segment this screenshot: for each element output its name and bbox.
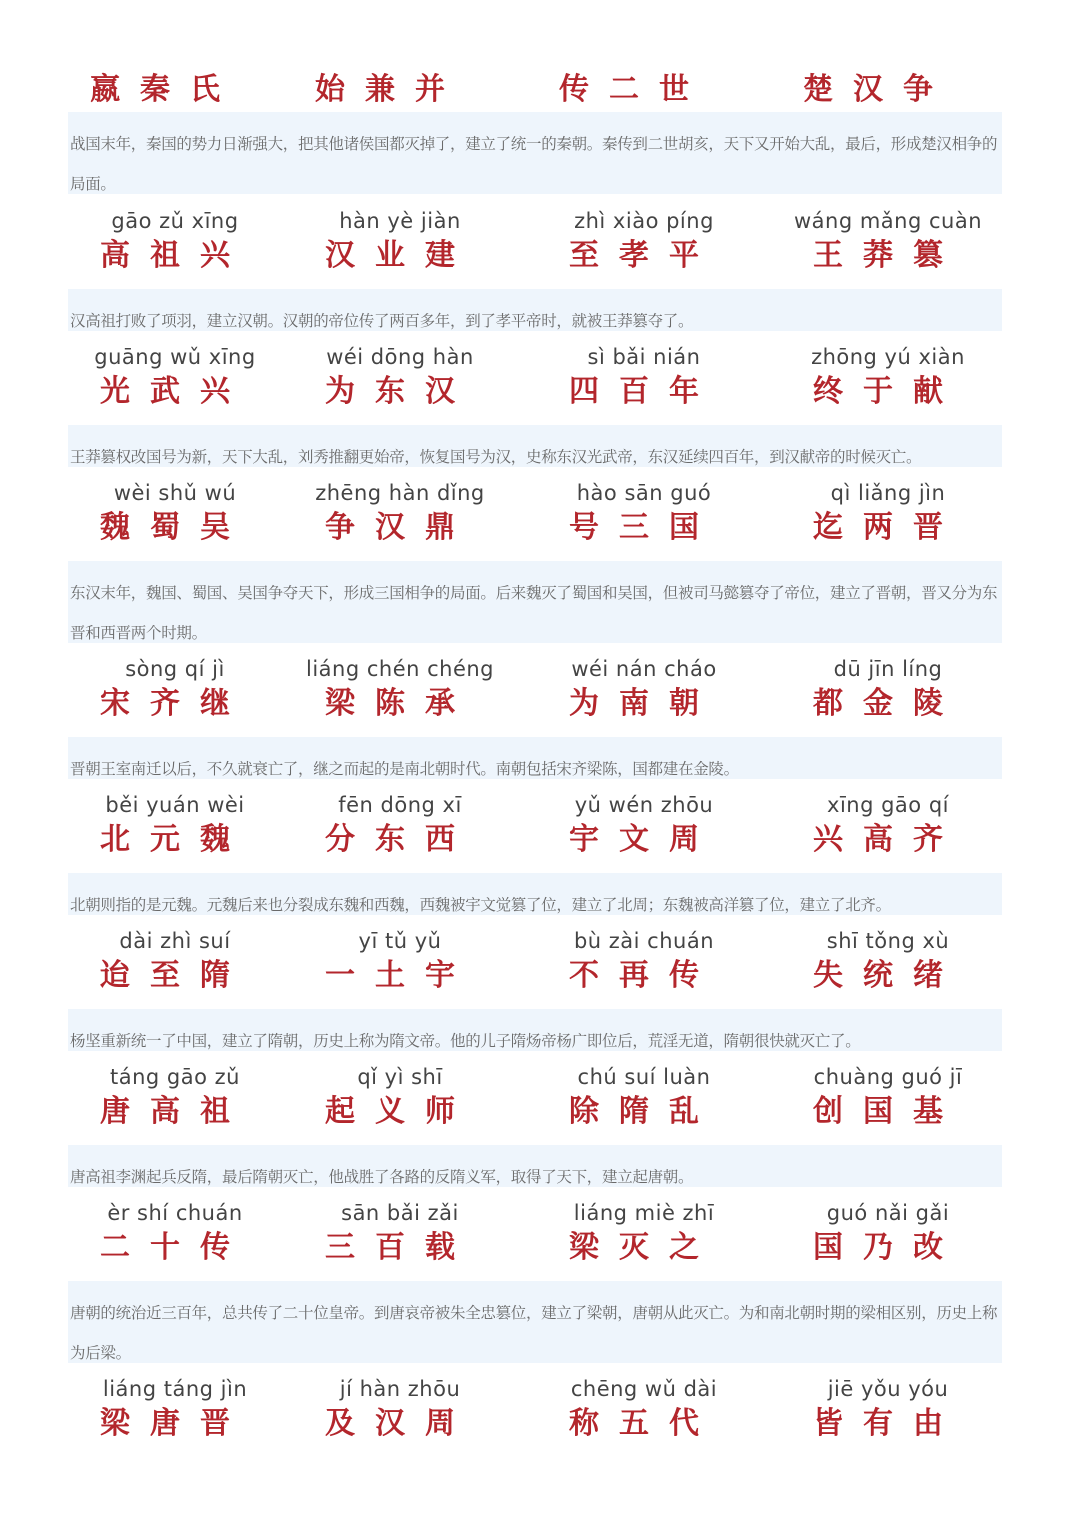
verse-cell — [55, 790, 295, 860]
pinyin-line: wéi dōng hàn — [326, 345, 474, 369]
pinyin-line: zhì xiào píng — [574, 209, 714, 233]
explanation-note: 唐朝的统治近三百年，总共传了二十位皇帝。到唐哀帝被朱全忠篡位，建立了梁朝，唐朝从此灭亡。为和南北朝时期的梁相区别，历史上称为后梁。 — [68, 1281, 1002, 1363]
hanzi-line: 高祖兴 — [100, 238, 250, 273]
pinyin-line: yī tǔ yǔ — [358, 929, 442, 953]
hanzi-line: 不再传 — [569, 958, 719, 993]
pinyin-line: qǐ yì shī — [357, 1065, 443, 1089]
pinyin-line: dū jīn líng — [833, 657, 943, 681]
hanzi-line: 都金陵 — [813, 686, 963, 721]
explanation-note: 杨坚重新统一了中国，建立了隋朝，历史上称为隋文帝。他的儿子隋炀帝杨广即位后，荒淫无道，隋朝很快就灭亡了。 — [68, 1009, 1002, 1051]
verse-cell — [280, 342, 520, 412]
pinyin-line: chuàng guó jī — [813, 1065, 963, 1089]
pinyin-line: táng gāo zǔ — [110, 1065, 240, 1089]
verse-cell — [280, 1198, 520, 1268]
pinyin-line: gāo zǔ xīng — [111, 209, 239, 233]
pinyin-line: èr shí chuán — [107, 1201, 243, 1225]
pinyin-line: sì bǎi nián — [587, 345, 701, 369]
verse-cell — [55, 342, 295, 412]
pinyin-line: liáng táng jìn — [102, 1377, 248, 1401]
verse-cell — [768, 926, 1008, 996]
hanzi-line: 创国基 — [813, 1094, 963, 1129]
verse-cell — [524, 654, 764, 724]
hanzi-line: 迄两晋 — [813, 510, 963, 545]
hanzi-line: 光武兴 — [100, 374, 250, 409]
hanzi-line: 北元魏 — [100, 822, 250, 857]
hanzi-line: 至孝平 — [569, 238, 719, 273]
pinyin-line: jiē yǒu yóu — [827, 1377, 949, 1401]
explanation-note: 北朝则指的是元魏。元魏后来也分裂成东魏和西魏，西魏被宇文觉篡了位，建立了北周；东魏被高洋篡了位，建立了北齐。 — [68, 873, 1002, 915]
hanzi-line: 号三国 — [569, 510, 719, 545]
pinyin-line: qì liǎng jìn — [830, 481, 946, 505]
verse-cell — [280, 926, 520, 996]
verse-cell — [280, 206, 520, 276]
pinyin-line: hào sān guó — [576, 481, 712, 505]
hanzi-line: 四百年 — [569, 374, 719, 409]
verse-cell — [280, 1374, 520, 1444]
hanzi-line: 王莽篡 — [813, 238, 963, 273]
pinyin-line: fēn dōng xī — [338, 793, 462, 817]
verse-cell — [768, 1374, 1008, 1444]
hanzi-line: 二十传 — [100, 1230, 250, 1265]
pinyin-line: sān bǎi zǎi — [341, 1201, 459, 1225]
verse-cell — [768, 342, 1008, 412]
hanzi-line: 始兼并 — [315, 72, 465, 107]
hanzi-line: 为东汉 — [325, 374, 475, 409]
pinyin-line: guó nǎi gǎi — [826, 1201, 950, 1225]
explanation-note: 汉高祖打败了项羽，建立汉朝。汉朝的帝位传了两百多年，到了孝平帝时，就被王莽篡夺了。 — [68, 289, 1002, 331]
hanzi-line: 唐高祖 — [100, 1094, 250, 1129]
pinyin-line: bù zài chuán — [573, 929, 715, 953]
verse-cell — [55, 206, 295, 276]
pinyin-line: sòng qí jì — [125, 657, 225, 681]
hanzi-line: 兴高齐 — [813, 822, 963, 857]
hanzi-line: 除隋乱 — [569, 1094, 719, 1129]
pinyin-line: wáng mǎng cuàn — [793, 209, 983, 233]
verse-cell — [768, 1198, 1008, 1268]
hanzi-line: 楚汉争 — [803, 72, 953, 107]
hanzi-line: 传二世 — [559, 72, 709, 107]
pinyin-line: zhōng yú xiàn — [811, 345, 965, 369]
verse-cell — [524, 206, 764, 276]
pinyin-line: chēng wǔ dài — [570, 1377, 718, 1401]
explanation-note: 唐高祖李渊起兵反隋，最后隋朝灭亡，他战胜了各路的反隋义军，取得了天下，建立起唐朝。 — [68, 1145, 1002, 1187]
verse-cell — [45, 70, 285, 110]
verse-cell — [524, 790, 764, 860]
pinyin-line: zhēng hàn dǐng — [315, 481, 485, 505]
hanzi-line: 及汉周 — [325, 1406, 475, 1441]
pinyin-line: guāng wǔ xīng — [94, 345, 256, 369]
hanzi-line: 国乃改 — [813, 1230, 963, 1265]
verse-cell — [524, 1062, 764, 1132]
hanzi-line: 宋齐继 — [100, 686, 250, 721]
explanation-note: 战国末年，秦国的势力日渐强大，把其他诸侯国都灭掉了，建立了统一的秦朝。秦传到二世胡亥，天下又开始大乱，最后，形成楚汉相争的局面。 — [68, 112, 1002, 194]
verse-cell — [280, 478, 520, 548]
verse-cell — [55, 926, 295, 996]
verse-cell — [758, 70, 998, 110]
verse-cell — [768, 478, 1008, 548]
verse-cell — [55, 1198, 295, 1268]
verse-cell — [524, 478, 764, 548]
hanzi-line: 分东西 — [325, 822, 475, 857]
verse-cell — [55, 478, 295, 548]
pinyin-line: liáng chén chéng — [305, 657, 495, 681]
verse-cell — [55, 1062, 295, 1132]
verse-cell — [55, 654, 295, 724]
hanzi-line: 为南朝 — [569, 686, 719, 721]
verse-cell — [524, 926, 764, 996]
hanzi-line: 梁灭之 — [569, 1230, 719, 1265]
hanzi-line: 争汉鼎 — [325, 510, 475, 545]
hanzi-line: 一土宇 — [325, 958, 475, 993]
pinyin-line: liáng miè zhī — [573, 1201, 715, 1225]
hanzi-line: 嬴秦氏 — [90, 72, 240, 107]
verse-cell — [280, 790, 520, 860]
pinyin-line: wèi shǔ wú — [113, 481, 237, 505]
hanzi-line: 汉业建 — [325, 238, 475, 273]
verse-cell — [524, 1374, 764, 1444]
pinyin-line: xīng gāo qí — [827, 793, 949, 817]
hanzi-line: 皆有由 — [813, 1406, 963, 1441]
pinyin-line: jí hàn zhōu — [339, 1377, 461, 1401]
pinyin-line: chú suí luàn — [577, 1065, 711, 1089]
pinyin-line: hàn yè jiàn — [339, 209, 461, 233]
hanzi-line: 魏蜀吴 — [100, 510, 250, 545]
verse-cell — [768, 654, 1008, 724]
verse-cell — [524, 1198, 764, 1268]
verse-cell — [270, 70, 510, 110]
verse-cell — [514, 70, 754, 110]
hanzi-line: 迨至隋 — [100, 958, 250, 993]
hanzi-line: 三百载 — [325, 1230, 475, 1265]
explanation-note: 晋朝王室南迁以后，不久就衰亡了，继之而起的是南北朝时代。南朝包括宋齐梁陈，国都建在金陵。 — [68, 737, 1002, 779]
hanzi-line: 失统绪 — [813, 958, 963, 993]
pinyin-line: dài zhì suí — [119, 929, 231, 953]
verse-cell — [280, 654, 520, 724]
pinyin-line: běi yuán wèi — [105, 793, 245, 817]
verse-cell — [280, 1062, 520, 1132]
explanation-note: 王莽篡权改国号为新，天下大乱，刘秀推翻更始帝，恢复国号为汉，史称东汉光武帝，东汉延续四百年，到汉献帝的时候灭亡。 — [68, 425, 1002, 467]
explanation-note: 东汉末年，魏国、蜀国、吴国争夺天下，形成三国相争的局面。后来魏灭了蜀国和吴国，但被司马懿篡夺了帝位，建立了晋朝，晋又分为东晋和西晋两个时期。 — [68, 561, 1002, 643]
hanzi-line: 称五代 — [569, 1406, 719, 1441]
hanzi-line: 梁陈承 — [325, 686, 475, 721]
pinyin-line: wéi nán cháo — [571, 657, 717, 681]
pinyin-line: yǔ wén zhōu — [574, 793, 714, 817]
pinyin-line: shī tǒng xù — [826, 929, 950, 953]
verse-cell — [768, 1062, 1008, 1132]
hanzi-line: 终于献 — [813, 374, 963, 409]
verse-cell — [524, 342, 764, 412]
verse-cell — [55, 1374, 295, 1444]
hanzi-line: 起义师 — [325, 1094, 475, 1129]
hanzi-line: 宇文周 — [569, 822, 719, 857]
verse-cell — [768, 206, 1008, 276]
verse-cell — [768, 790, 1008, 860]
hanzi-line: 梁唐晋 — [100, 1406, 250, 1441]
